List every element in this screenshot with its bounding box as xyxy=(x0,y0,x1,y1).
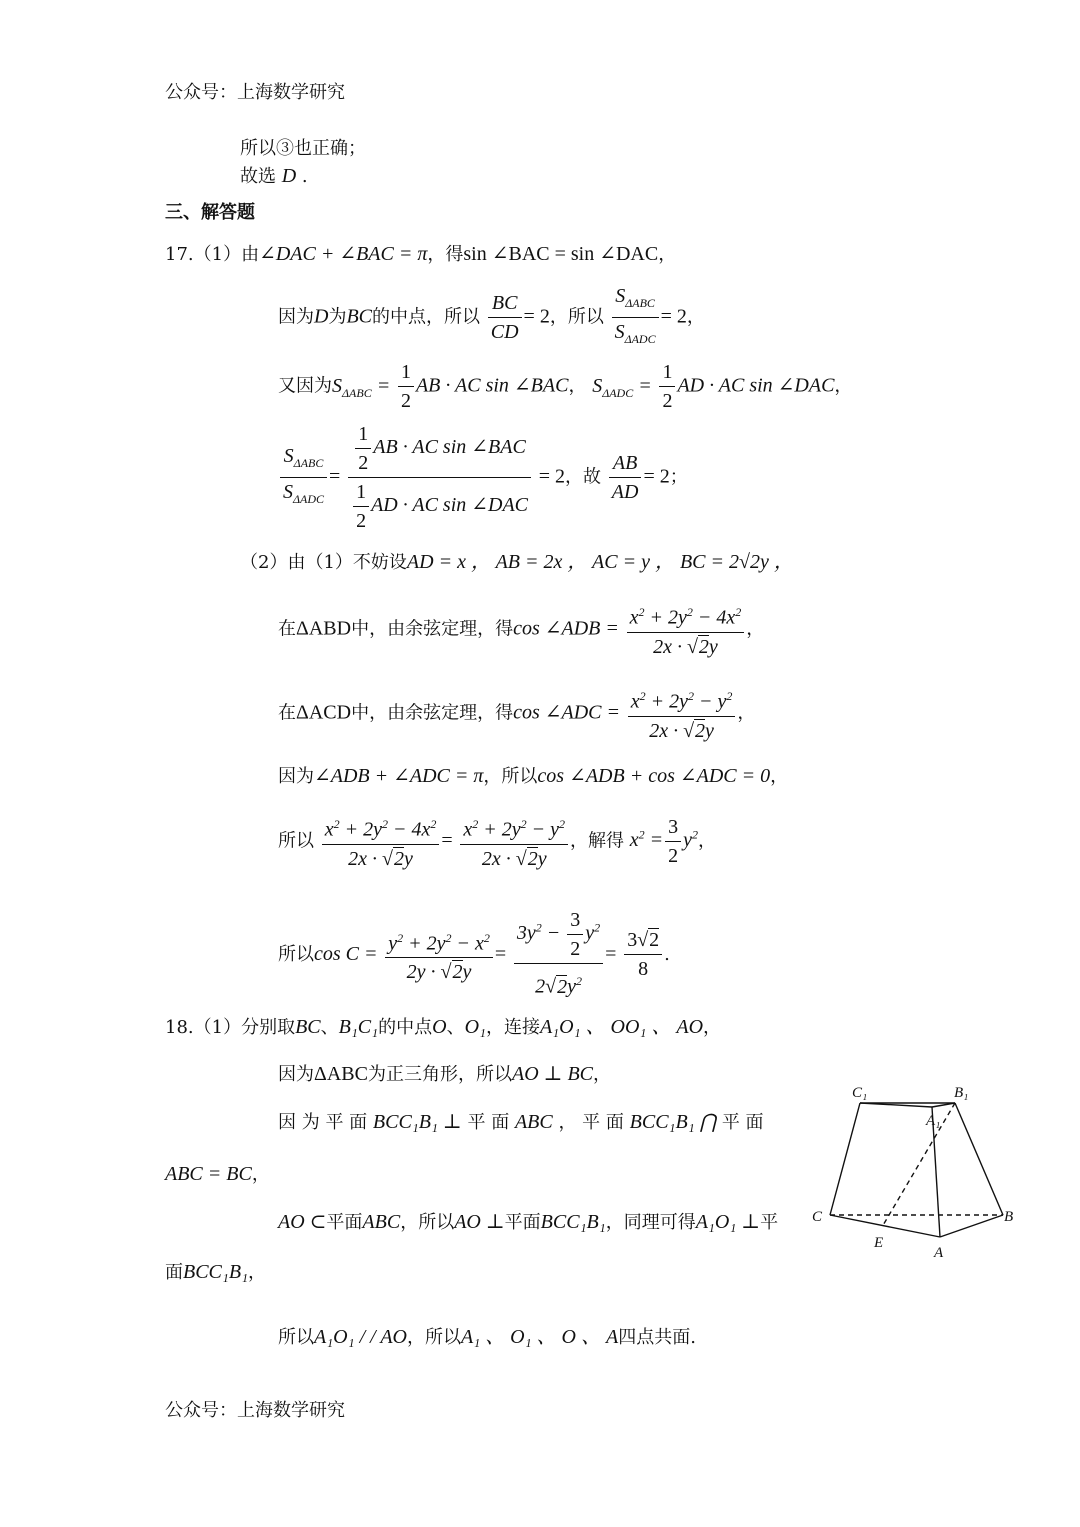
edge-c1-c xyxy=(830,1103,860,1215)
q18-line-6: 面BCC₁B₁， xyxy=(165,1261,267,1283)
q18-line-1: 18.（1）分别取BC、B₁C₁的中点O、O₁，连接A₁O₁ 、 OO₁ 、 AO， xyxy=(165,1016,722,1038)
label-e: E xyxy=(874,1235,884,1251)
q17-part2: （2）由（1）不妨设AD = x ， AB = 2x ， AC = y ， BC = 2√2y ， xyxy=(240,551,794,573)
q17-line-8: 因为∠ADB + ∠ADC = π，所以cos ∠ADB + cos ∠ADC = 0， xyxy=(278,765,789,787)
text-line: 故选 D . xyxy=(240,165,308,187)
q17-line-2: 因为D为BC的中点，所以 $\frac{BC}{CD}$ = 2，所以 $\frac{S_{\Delta ABC}}{S_{\Delta ADC}}$ = 2， xyxy=(278,282,705,353)
section-heading: 三、解答题 xyxy=(165,202,255,223)
edge-b1-e-hidden xyxy=(882,1103,955,1227)
edge-b1-b xyxy=(955,1103,1003,1215)
label-a1: A₁ xyxy=(926,1113,941,1129)
q17-line-10: 所以cos C = $\frac{y^2 + 2y^2 - x^2}{2y \cdot √2y}$ = $3y^2$ − $\frac{3}{2}$ $y^2$ $2√2y^2$ = $\frac{3√2}{8}$ . xyxy=(278,906,670,1004)
q18-line-5: AO ⊂平面ABC，所以AO ⊥平面BCC₁B₁，同理可得A₁O₁ ⊥平 xyxy=(278,1211,779,1233)
q17-line-7: 在ΔACD中，由余弦定理，得cos ∠ADC = $\frac{x^2 + 2y^2 - y^2}{2x \cdot √2y}$ ， xyxy=(278,682,755,745)
q18-line-7: 所以A₁O₁ / / AO，所以A₁ 、 O₁ 、 O 、 A四点共面. xyxy=(278,1326,696,1348)
q17-line-3: 又因为$S_{\Delta ABC}$ = $\frac{1}{2}$ AB · AC sin ∠BAC， $S_{\Delta ADC}$ = $\frac{1}{2}$ AD · AC sin ∠DAC， xyxy=(278,358,852,415)
label-c1: C₁ xyxy=(852,1085,868,1101)
label-b: B xyxy=(1004,1209,1014,1225)
edge-c-a xyxy=(830,1215,940,1237)
q17-line-1: 17.（1）由∠DAC + ∠BAC = π，得sin ∠BAC = sin ∠DAC， xyxy=(165,243,677,265)
label-b1: B₁ xyxy=(954,1085,969,1101)
q18-line-2: 因为ΔABC为正三角形，所以AO ⊥ BC， xyxy=(278,1063,612,1085)
q17-line-9: 所以 $\frac{x^2 + 2y^2 - 4x^2}{2x \cdot √2y}$ = $\frac{x^2 + 2y^2 - y^2}{2x \cdot √2y}$ ，解得 $x^2$ = $\frac{3}{2}$ $y^2$， xyxy=(278,810,716,873)
label-c: C xyxy=(812,1209,823,1225)
q18-line-4: ABC = BC， xyxy=(165,1163,270,1185)
q17-line-6: 在ΔABD中，由余弦定理，得cos ∠ADB = $\frac{x^2 + 2y^2 - 4x^2}{2x \cdot √2y}$ ， xyxy=(278,598,764,661)
label-a: A xyxy=(934,1245,944,1261)
frustum-figure xyxy=(812,1075,1020,1270)
q17-line-4: $\frac{S_{\Delta ABC}}{S_{\Delta ADC}}$ = $\frac{1}{2}$ AB · AC sin ∠BAC $\frac{1}{2}$ AD · AC sin ∠DAC = 2，故 $\frac{AB}{AD}$ = 2； xyxy=(278,420,688,535)
footer-watermark: 公众号：上海数学研究 xyxy=(165,1400,345,1421)
header-watermark: 公众号：上海数学研究 xyxy=(165,82,345,103)
q18-line-3: 因 为 平 面 BCC₁B₁ ⊥ 平 面 ABC ， 平 面 BCC₁B₁ ⋂ 平 面 xyxy=(278,1111,764,1133)
text-line: 所以③也正确； xyxy=(240,138,366,159)
edge-a-b xyxy=(940,1215,1003,1237)
